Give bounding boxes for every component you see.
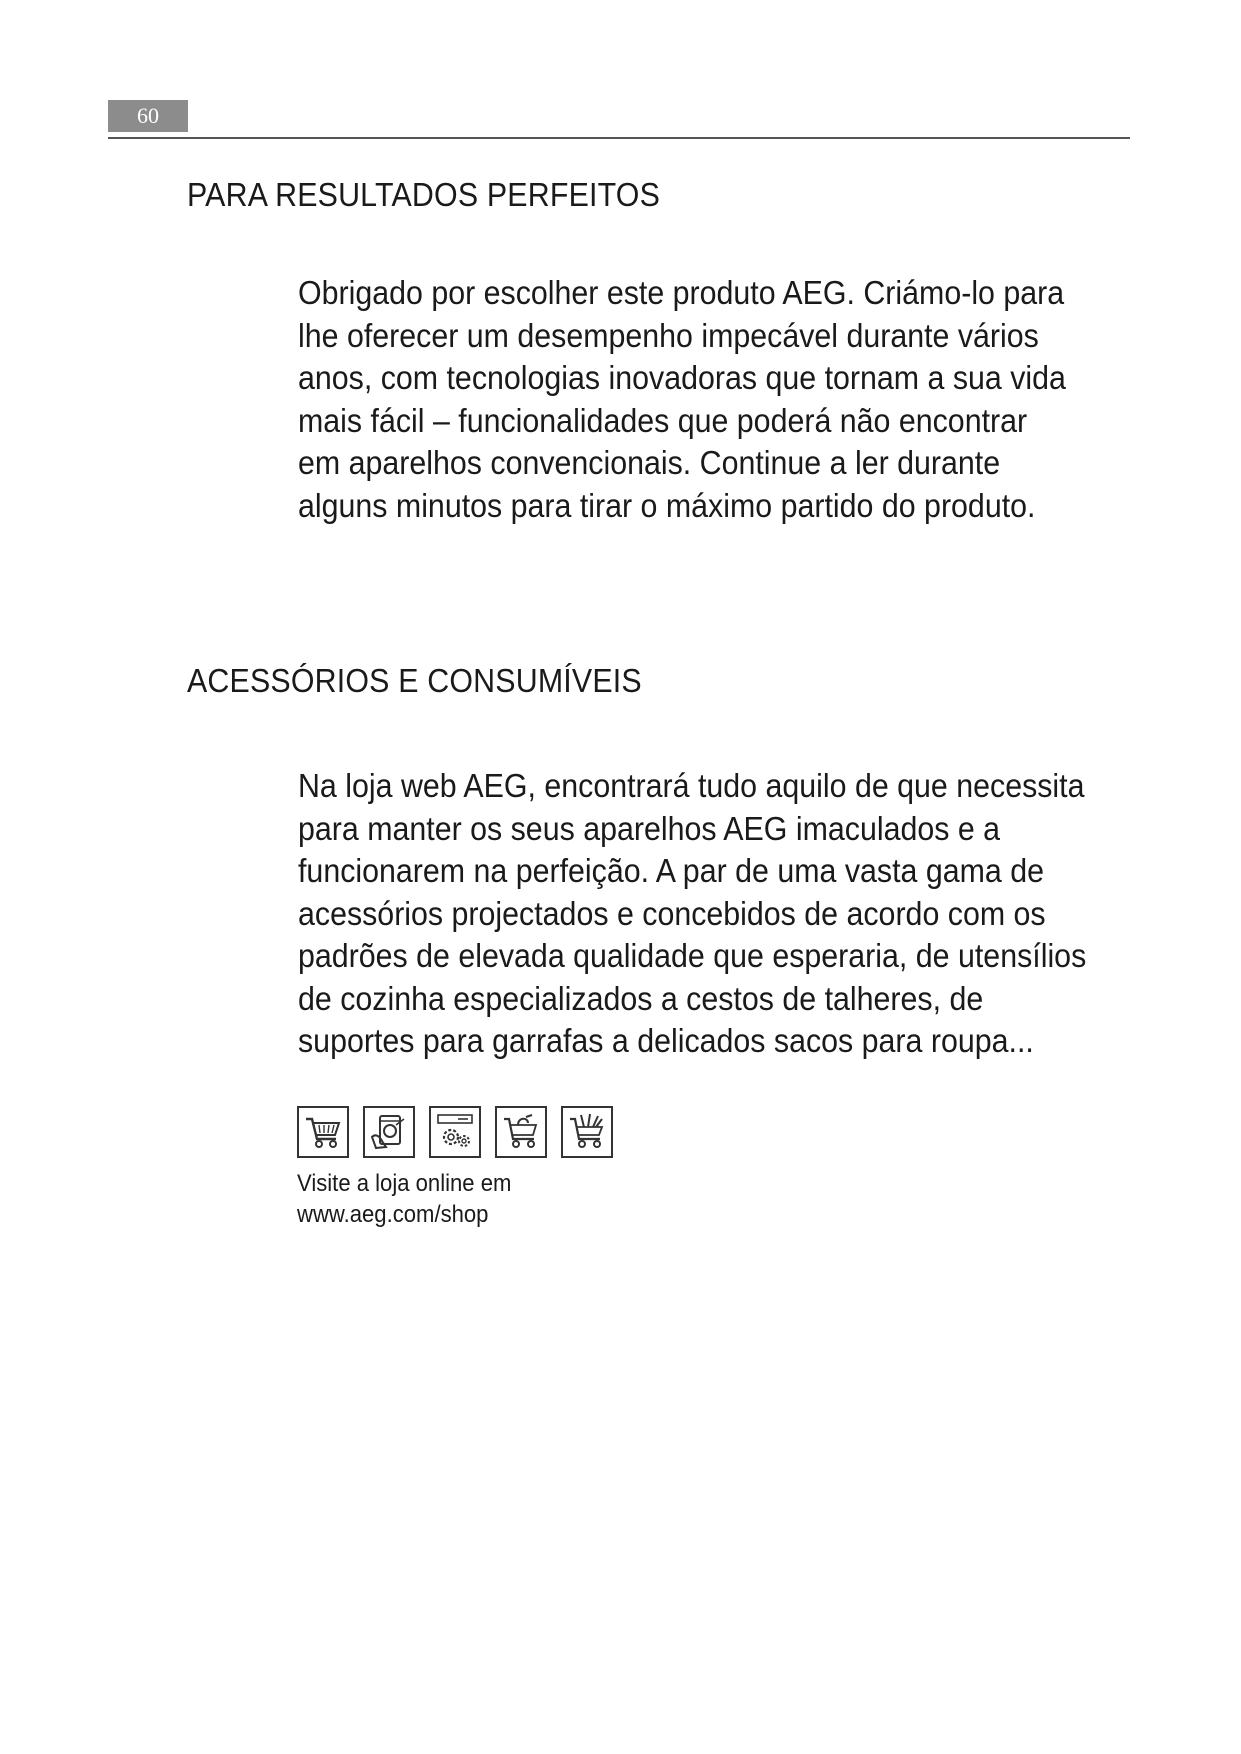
section-heading-accessories: ACESSÓRIOS E CONSUMÍVEIS [187,662,642,699]
appliance-care-icon [363,1106,415,1158]
paragraph-line: Na loja web AEG, encontrará tudo aquilo de que necessita [298,767,1085,804]
section-heading-perfect-results: PARA RESULTADOS PERFEITOS [187,176,661,213]
shop-note-text: Visite a loja online em [297,1170,512,1197]
header-rule [108,137,1130,139]
accessories-paragraph [298,765,1089,1063]
shop-icons [297,1106,613,1158]
paragraph-line: suportes para garrafas a delicados sacos para roupa... [298,1022,1034,1059]
shop-url[interactable]: www.aeg.com/shop [297,1201,489,1228]
shop-note [297,1168,511,1230]
paragraph-line: de cozinha especializados a cestos de talheres, de [298,979,984,1017]
cart-utensils-icon [561,1106,613,1158]
paragraph-line: em aparelhos convencionais. Continue a ler durante [298,444,1001,481]
paragraph-line: alguns minutos para tirar o máximo partido do produto. [298,486,1036,524]
cart-cookware-icon [495,1106,547,1158]
shopping-cart-icon [297,1106,349,1158]
paragraph-line: anos, com tecnologias inovadoras que tornam a sua vida [298,359,1066,396]
paragraph-line: padrões de elevada qualidade que esperaria, de utensílios [298,937,1087,974]
paragraph-line: lhe oferecer um desempenho impecável durante vários [298,316,1039,354]
paragraph-line: Obrigado por escolher este produto AEG. Criámo-lo para [298,274,1065,311]
paragraph-line: funcionarem na perfeição. A par de uma vasta gama de [298,852,1044,889]
gear-settings-icon [429,1106,481,1158]
paragraph-line: mais fácil – funcionalidades que poderá não encontrar [298,401,1028,439]
intro-paragraph [298,272,1089,527]
page-number: 60 [108,100,188,132]
paragraph-line: acessórios projectados e concebidos de acordo com os [298,894,1046,932]
paragraph-line: para manter os seus aparelhos AEG imaculados e a [298,809,1001,847]
